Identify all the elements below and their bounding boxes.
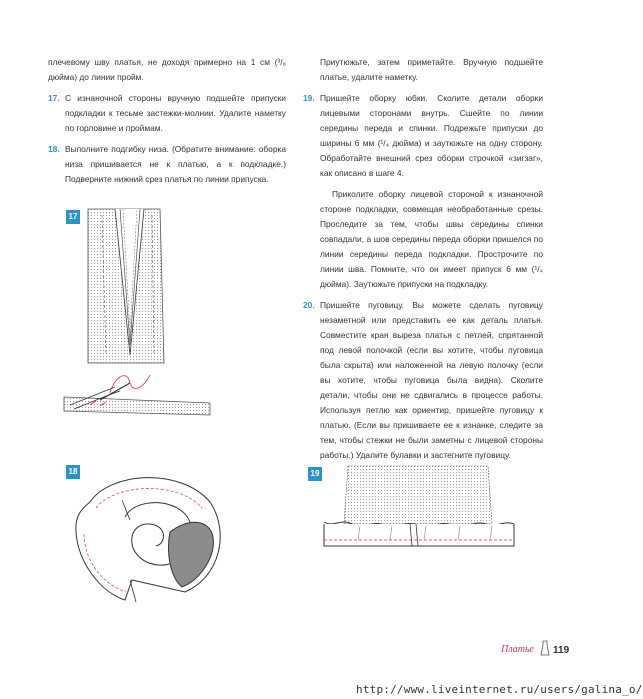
left-column — [48, 55, 286, 193]
step-number: 20. — [303, 300, 315, 310]
step-19 — [303, 91, 543, 181]
step-number: 18. — [48, 144, 60, 154]
step-number: 17. — [48, 93, 60, 103]
step-number: 19. — [303, 93, 315, 103]
section-title: Платье — [501, 644, 534, 655]
step-text: Пришейте оборку юбки. Сколите детали оборки лицевыми сторонами внутрь. Сшейте по линии середины переда и спинки. Подрежьте припуски до ширины 6 мм (¹/₄ дюйма) и заутюжьте на одну сторону. Обработайте внешний срез оборки строчкой «зигзаг», как описано в шаге 4. — [320, 93, 543, 178]
step-20 — [303, 298, 543, 463]
step-text: Выполните подгибку низа. (Обратите внимание: оборка низа пришивается не к платью, а к подкладке.) Подверните нижний срез платья по линии припуска. — [65, 144, 286, 184]
step-19-paragraph-2: Приколите оборку лицевой стороной к изнаночной стороне подкладки, совмещая необработанные срезы. Проследите за тем, чтобы швы середины спинки совпадали, а шов середины переда оборки пришелся по линии середины переда подкладки. Прострочите по линии шва. Помните, что он имеет припуск 6 мм (¹/₄ дюйма). Заутюжьте припуски на подкладку. — [320, 189, 543, 289]
right-column — [303, 55, 543, 469]
source-url[interactable]: http://www.liveinternet.ru/users/galina_o/ — [356, 683, 643, 696]
step-17 — [48, 91, 286, 136]
intro-paragraph: Приутюжьте, затем приметайте. Вручную подшейте платье, удалите наметку. — [320, 57, 543, 82]
intro-paragraph: плечевому шву платья, не доходя примерно на 1 см (³/₈ дюйма) до линии пройм. — [48, 57, 286, 82]
step-text: С изнаночной стороны вручную подшейте припуски подкладки к тесьме застежки-молнии. Удалите наметку по горловине и проймам. — [65, 93, 286, 133]
figure-19-illustration — [320, 462, 520, 557]
page-number: 119 — [553, 645, 570, 656]
figure-17-illustration — [60, 205, 220, 430]
figure-19-badge: 19 — [308, 467, 322, 481]
figure-17-badge: 17 — [66, 210, 80, 224]
step-text: Пришейте пуговицу. Вы можете сделать пуговицу незаметной или представить ее как деталь платья. Совместите края выреза платья с петлей, спрятанной под левой полочкой (если вы хотите, чтобы пуговица была скрыта) или наложенной на левую полочку (если вы хотите, чтобы пуговица была видна). Сколите детали, чтобы они не сдвигались в процессе работы. Используя петлю как ориентир, пришейте пуговицу к платью. (Если вы пришиваете ее к изнанке, следите за тем, чтобы стежки не были заметны с лицевой стороны работы.) Удалите булавки и застегните пуговицу. — [320, 300, 543, 460]
figure-18-illustration — [70, 462, 230, 612]
dress-icon — [540, 640, 550, 656]
figure-18-badge: 18 — [66, 465, 80, 479]
step-18 — [48, 142, 286, 187]
